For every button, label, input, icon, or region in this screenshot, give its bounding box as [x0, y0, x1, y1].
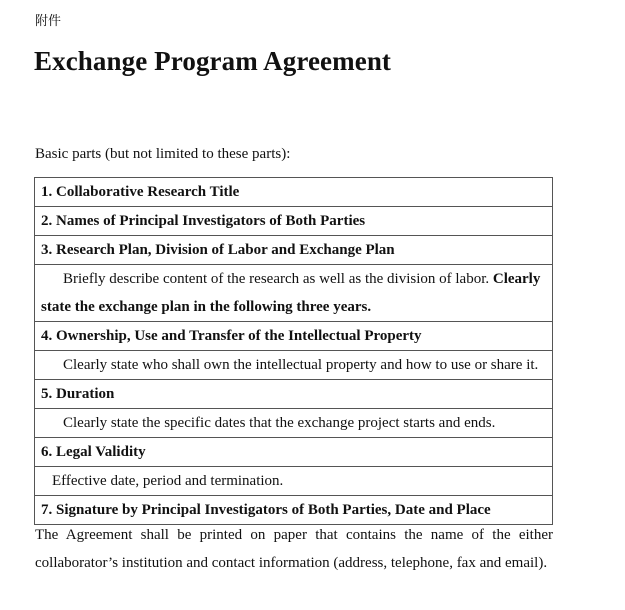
section-7-heading: 7. Signature by Principal Investigators of Both Parties, Date and Place — [35, 496, 553, 525]
table-row — [35, 265, 553, 322]
section-4-description: Clearly state who shall own the intellectual property and how to use or share it. — [35, 351, 553, 380]
section-4-heading: 4. Ownership, Use and Transfer of the Intellectual Property — [35, 322, 553, 351]
table-row — [35, 178, 553, 207]
section-6-heading: 6. Legal Validity — [35, 438, 553, 467]
table-row — [35, 409, 553, 438]
section-3-description — [35, 265, 553, 322]
section-5-description: Clearly state the specific dates that the exchange project starts and ends. — [35, 409, 553, 438]
table-row — [35, 351, 553, 380]
attachment-label: 附件 — [35, 14, 62, 29]
section-3-desc-bold: Clearly state the exchange plan in the following three years. — [41, 271, 541, 315]
page-title: Exchange Program Agreement — [34, 46, 392, 76]
table-row — [35, 207, 553, 236]
table-row — [35, 438, 553, 467]
agreement-parts-table — [34, 177, 553, 525]
section-3-heading: 3. Research Plan, Division of Labor and Exchange Plan — [35, 236, 553, 265]
section-2-heading: 2. Names of Principal Investigators of Both Parties — [35, 207, 553, 236]
intro-text: Basic parts (but not limited to these parts): — [35, 146, 291, 162]
footer-note: The Agreement shall be printed on paper that contains the name of the either collaborator’s institution and contact information (address, telephone, fax and email). — [35, 527, 553, 571]
table-row — [35, 467, 553, 496]
table-row — [35, 380, 553, 409]
section-6-description: Effective date, period and termination. — [35, 467, 553, 496]
section-1-heading: 1. Collaborative Research Title — [35, 178, 553, 207]
section-5-heading: 5. Duration — [35, 380, 553, 409]
table-row — [35, 236, 553, 265]
section-3-desc-plain: Briefly describe content of the research as well as the division of labor. — [63, 271, 493, 287]
table-row — [35, 322, 553, 351]
